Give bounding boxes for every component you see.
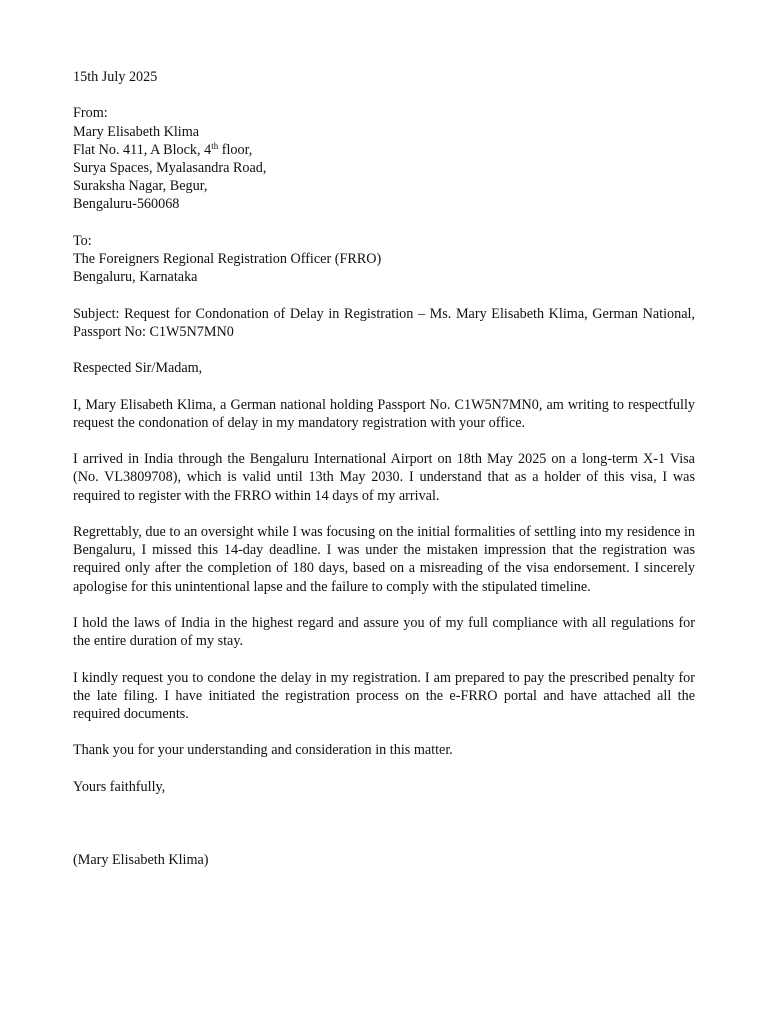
sender-name: Mary Elisabeth Klima: [73, 123, 200, 140]
recipient-address-block: [73, 232, 695, 287]
closing: Yours faithfully,: [73, 778, 166, 795]
to-label: To:: [73, 232, 92, 249]
recipient-line-2: Bengaluru, Karnataka: [73, 269, 198, 286]
letter-page: [73, 68, 695, 869]
signature-space: [73, 796, 695, 851]
letter-subject: Subject: Request for Condonation of Delay in Registration – Ms. Mary Elisabeth Klima, German National, Passport No: C1W5N7MN0: [73, 305, 695, 340]
sender-address-line-1-main: Flat No. 411, A Block, 4: [73, 141, 212, 158]
body-paragraph: I arrived in India through the Bengaluru International Airport on 18th May 2025 on a long-term X-1 Visa (No. VL3809708), which is valid until 13th May 2030. I understand that as a holder of this visa, I was required to register with the FRRO within 14 days of my arrival.: [73, 451, 695, 504]
letter-date: 15th July 2025: [73, 69, 158, 85]
body-paragraph: I hold the laws of India in the highest regard and assure you of my full compliance with all regulations for the entire duration of my stay.: [73, 614, 695, 650]
sender-address-line-4: Bengaluru-560068: [73, 196, 180, 213]
sender-address-block: [73, 104, 695, 213]
body-paragraph: Thank you for your understanding and consideration in this matter.: [73, 742, 453, 759]
sender-address-line-1: [73, 141, 695, 159]
sender-address-line-2: Surya Spaces, Myalasandra Road,: [73, 160, 267, 176]
sender-address-line-3: Suraksha Nagar, Begur,: [73, 178, 208, 195]
from-label: From:: [73, 105, 108, 122]
ordinal-suffix: th: [211, 140, 219, 151]
body-paragraph: I kindly request you to condone the delay in my registration. I am prepared to pay the prescribed penalty for the late filing. I have initiated the registration process on the e-FRRO portal and have attached all the required documents.: [73, 669, 695, 722]
salutation: Respected Sir/Madam,: [73, 360, 203, 377]
signature-name: (Mary Elisabeth Klima): [73, 851, 209, 868]
recipient-line-1: The Foreigners Regional Registration Officer (FRRO): [73, 251, 382, 267]
body-paragraph: I, Mary Elisabeth Klima, a German national holding Passport No. C1W5N7MN0, am writing to respectfully request the condonation of delay in my mandatory registration with your office.: [73, 396, 695, 431]
sender-address-line-1-end: floor,: [218, 141, 253, 158]
body-paragraph: Regrettably, due to an oversight while I was focusing on the initial formalities of settling into my residence in Bengaluru, I missed this 14-day deadline. I was under the mistaken impression that the registration was required only after the completion of 180 days, based on a misreading of the visa endorsement. I sincerely apologise for this unintentional lapse and the failure to comply with the stipulated timeline.: [73, 523, 696, 595]
